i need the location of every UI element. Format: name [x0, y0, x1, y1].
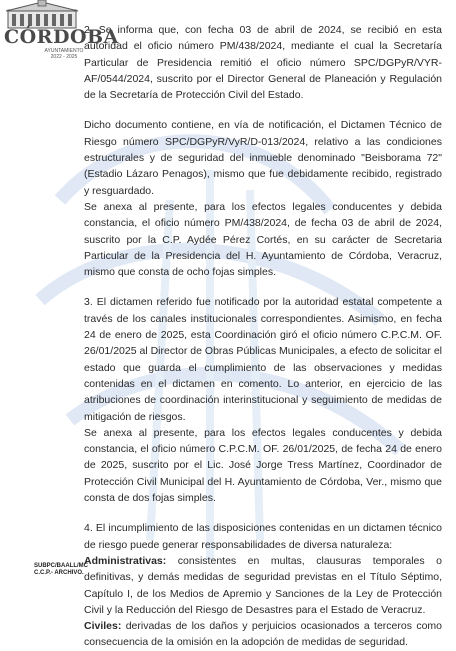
logo-subtitle: [42, 48, 86, 60]
administrative-text: consistentes en multas, clausuras temporales o definitivas, y demás medidas de seguridad previstas en el Título Séptimo, Capítulo I, de los Medios de Apremio y Sanciones de la Ley de Protección Civil y la Reducción del Riesgo de Desastres para el Estado de Veracruz.: [84, 554, 442, 616]
logo-name: CÓRDOBA: [4, 26, 119, 48]
paragraph-4: 4. El incumplimiento de las disposiciones contenidas en un dictamen técnico de riesgo puede generar responsabilidades de diversa naturaleza:: [84, 522, 442, 551]
cordoba-logo: [2, 0, 119, 66]
administrative-label: Administrativas:: [84, 554, 167, 567]
paragraph-2: 2. Se informa que, con fecha 03 de abril de 2024, se recibió en esta autoridad el oficio número PM/438/2024, mediante el cual la Secretaría Particular de Presidencia remitió el oficio número SPC/DGPyR/VYR-AF/0544/2024, suscrito por el Director General de Planeación y Regulación de la Secretaría de Protección Civil del Estado.: [84, 24, 442, 102]
paragraph-3: 3. El dictamen referido fue notificado por la autoridad estatal competente a través de los canales institucionales correspondientes. Asimismo, en fecha 24 de enero de 2025, esta Coordinación giró el oficio número C.P.C.M. OF. 26/01/2025 al Director de Obras Públicas Municipales, a efecto de solicitar el estado que guarda el cumplimiento de las observaciones y medidas contenidas en el dictamen en comento. Lo anterior, en ejercicio de las atribuciones de coordinación interinstitucional y seguimiento de medidas de mitigación de riesgos.: [84, 296, 442, 423]
paragraph-3-annex: Se anexa al presente, para los efectos legales conducentes y debida constancia, el oficio número C.P.C.M. OF. 26/01/2025, de fecha 24 de enero de 2025, suscrito por el Lic. José Jorge Tress Martínez, Coordinador de Protección Civil Municipal del H. Ayuntamiento de Córdoba, Ver., mismo que consta de dos fojas simples.: [84, 426, 442, 505]
footer-ccp: C.C.P.- ARCHIVO.: [34, 569, 84, 576]
paragraph-4-civil: [84, 618, 442, 651]
logo-subtitle-line1: AYUNTAMIENTO: [44, 48, 84, 54]
paragraph-2-annex: Se anexa al presente, para los efectos legales conducentes y debida constancia, el oficio número PM/438/2024, de fecha 03 de abril de 2024, suscrito por la C.P. Aydée Pérez Cortés, en su carácter de Secretaria Particular de la Presidencia del H. Ayuntamiento de Córdoba, Veracruz, mismo que consta de ocho fojas simples.: [84, 200, 442, 279]
paragraph-2-detail: Dicho documento contiene, en vía de notificación, el Dictamen Técnico de Riesgo número SPC/DGPyR/VyR/D-013/2024, relativo a las condiciones estructurales y de seguridad del inmueble denominado "Beisborama 72" (Estadio Lázaro Penagos), mismo que fue debidamente recibido, registrado y resguardado.: [84, 119, 442, 197]
paragraph-4-administrative: [84, 553, 442, 618]
footer-reference: [34, 563, 88, 576]
footer-initials: SUBPC/BAALL/MC: [34, 563, 88, 569]
logo-years: 2022 - 2025: [50, 54, 78, 60]
civil-label: Civiles:: [84, 620, 122, 633]
civil-text: derivadas de los daños y perjuicios ocasionados a terceros como consecuencia de la omisión en la adopción de medidas de seguridad.: [84, 620, 442, 649]
document-body: [84, 22, 442, 651]
